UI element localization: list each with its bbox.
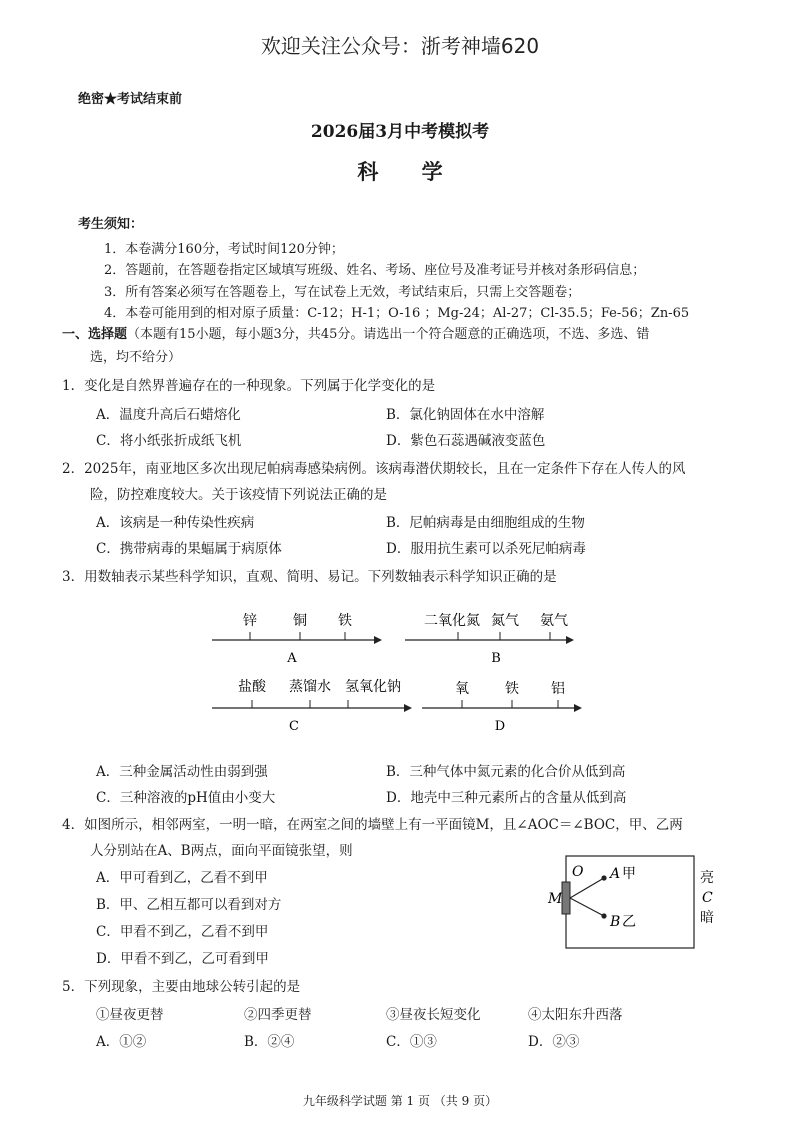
axis-c-label: 盐酸: [238, 679, 266, 695]
question-1-option-c: C．将小纸张折成纸飞机: [96, 433, 242, 449]
label-bright: 亮: [700, 870, 714, 886]
label-c: C: [702, 890, 713, 906]
question-2-stem: 2．2025年，南亚地区多次出现尼帕病毒感染病例。该病毒潜伏期较长，且在一定条件下存在人传人的风: [62, 461, 686, 477]
question-2-option-c: C．携带病毒的果蝠属于病原体: [96, 541, 282, 557]
question-5-option-b: B．②④: [244, 1034, 295, 1050]
question-4-option-c: C．甲看不到乙，乙看不到甲: [96, 924, 269, 940]
question-5-item: ②四季更替: [244, 1007, 312, 1023]
page-footer: 九年级科学试题 第 1 页 （共 9 页）: [302, 1094, 498, 1108]
number-axis-figure: [200, 600, 620, 750]
label-o: O: [572, 864, 584, 880]
note-item: 3．所有答案必须写在答题卷上，写在试卷上无效，考试结束后，只需上交答题卷；: [104, 285, 581, 300]
question-4-stem: 4．如图所示，相邻两室，一明一暗，在两室之间的墙壁上有一平面镜M，且∠AOC＝∠BOC，甲、乙两: [62, 817, 683, 833]
question-3-stem: 3．用数轴表示某些科学知识，直观、简明、易记。下列数轴表示科学知识正确的是: [62, 569, 557, 585]
question-3-option-a: A．三种金属活动性由弱到强: [96, 764, 268, 780]
question-5-stem: 5．下列现象，主要由地球公转引起的是: [62, 979, 301, 995]
axis-d-caption: D: [494, 719, 506, 734]
axis-b-label: 氨气: [540, 613, 568, 629]
question-4-option-b: B．甲、乙相互都可以看到对方: [96, 897, 282, 913]
label-jia: 甲: [622, 866, 636, 882]
axis-a-label: 铜: [293, 613, 307, 629]
question-2-option-d: D．服用抗生素可以杀死尼帕病毒: [386, 541, 586, 557]
label-b: B: [610, 914, 621, 930]
ray-ob: [570, 898, 604, 916]
section-description: （本题有15小题，每小题3分，共45分。请选出一个符合题意的正确选项，不选、多选、错: [127, 327, 650, 342]
axis-b-label: 二氧化氮: [424, 613, 480, 629]
axis-c-caption: C: [289, 719, 299, 734]
axis-d-label: 铝: [551, 681, 565, 697]
axis-b-arrow: [566, 636, 574, 644]
question-5-option-c: C．①③: [386, 1034, 437, 1050]
question-1-option-d: D．紫色石蕊遇碱液变蓝色: [386, 433, 546, 449]
point-a: [601, 875, 606, 880]
note-item: 4．本卷可能用到的相对原子质量：C-12；H-1；O-16 ；Mg-24；Al-27；Cl-35.5；Fe-56；Zn-65: [104, 306, 690, 321]
label-a: A: [610, 866, 621, 882]
note-item: 2．答题前，在答题卷指定区域填写班级、姓名、考场、座位号及准考证号并核对条形码信息；: [104, 263, 646, 278]
axis-c-label: 蒸馏水: [289, 679, 331, 695]
label-dark: 暗: [700, 910, 714, 926]
question-4-option-a: A．甲可看到乙，乙看不到甲: [96, 870, 268, 886]
question-2-stem-cont: 险，防控难度较大。关于该疫情下列说法正确的是: [90, 487, 387, 503]
mirror-figure: [536, 852, 726, 952]
axis-d-label: 氧: [455, 681, 469, 697]
note-item: 1．本卷满分160分，考试时间120分钟；: [104, 242, 344, 257]
point-b: [601, 913, 606, 918]
ray-oa: [570, 878, 604, 898]
question-5-option-d: D．②③: [528, 1034, 580, 1050]
axis-a-label: 锌: [243, 613, 257, 629]
question-5-item: ④太阳东升西落: [528, 1007, 623, 1023]
axis-d-arrow: [574, 704, 582, 712]
axis-b-label: 氮气: [491, 613, 519, 629]
axis-a-caption: A: [287, 651, 297, 666]
question-2-option-b: B．尼帕病毒是由细胞组成的生物: [386, 515, 585, 531]
notes-title: 考生须知：: [78, 217, 144, 232]
question-4-option-d: D．甲看不到乙，乙可看到甲: [96, 951, 269, 967]
question-3-option-d: D．地壳中三种元素所占的含量从低到高: [386, 790, 627, 806]
header-banner: 欢迎关注公众号：浙考神墙620: [260, 34, 540, 58]
axis-d-label: 铁: [505, 681, 519, 697]
label-m: M: [548, 891, 563, 907]
mirror-m: [562, 882, 570, 914]
question-5-option-a: A．①②: [96, 1034, 147, 1050]
subject-title: 科 学: [357, 159, 461, 184]
axis-c-arrow: [404, 704, 412, 712]
axis-a-label: 铁: [338, 613, 352, 629]
confidential-label: 绝密★考试结束前: [78, 92, 183, 107]
question-5-item: ①昼夜更替: [96, 1007, 164, 1023]
section-description-cont: 选，均不给分）: [90, 350, 182, 365]
question-2-option-a: A．该病是一种传染性疾病: [96, 515, 255, 531]
question-3-option-c: C．三种溶液的pH值由小变大: [96, 790, 276, 806]
question-1-stem: 1．变化是自然界普遍存在的一种现象。下列属于化学变化的是: [62, 378, 436, 394]
question-3-option-b: B．三种气体中氮元素的化合价从低到高: [386, 764, 626, 780]
question-1-option-a: A．温度升高后石蜡熔化: [96, 407, 241, 423]
exam-title: 2026届3月中考模拟考: [310, 122, 490, 142]
question-5-item: ③昼夜长短变化: [386, 1007, 481, 1023]
section-heading: [62, 323, 649, 342]
section-label: 一、选择题: [62, 327, 128, 342]
label-yi: 乙: [622, 914, 636, 930]
axis-a-arrow: [374, 636, 382, 644]
axis-c-label: 氢氧化钠: [345, 679, 401, 695]
question-4-stem-cont: 人分别站在A、B两点，面向平面镜张望，则: [90, 843, 353, 859]
question-1-option-b: B．氯化钠固体在水中溶解: [386, 407, 545, 423]
axis-b-caption: B: [491, 651, 501, 666]
